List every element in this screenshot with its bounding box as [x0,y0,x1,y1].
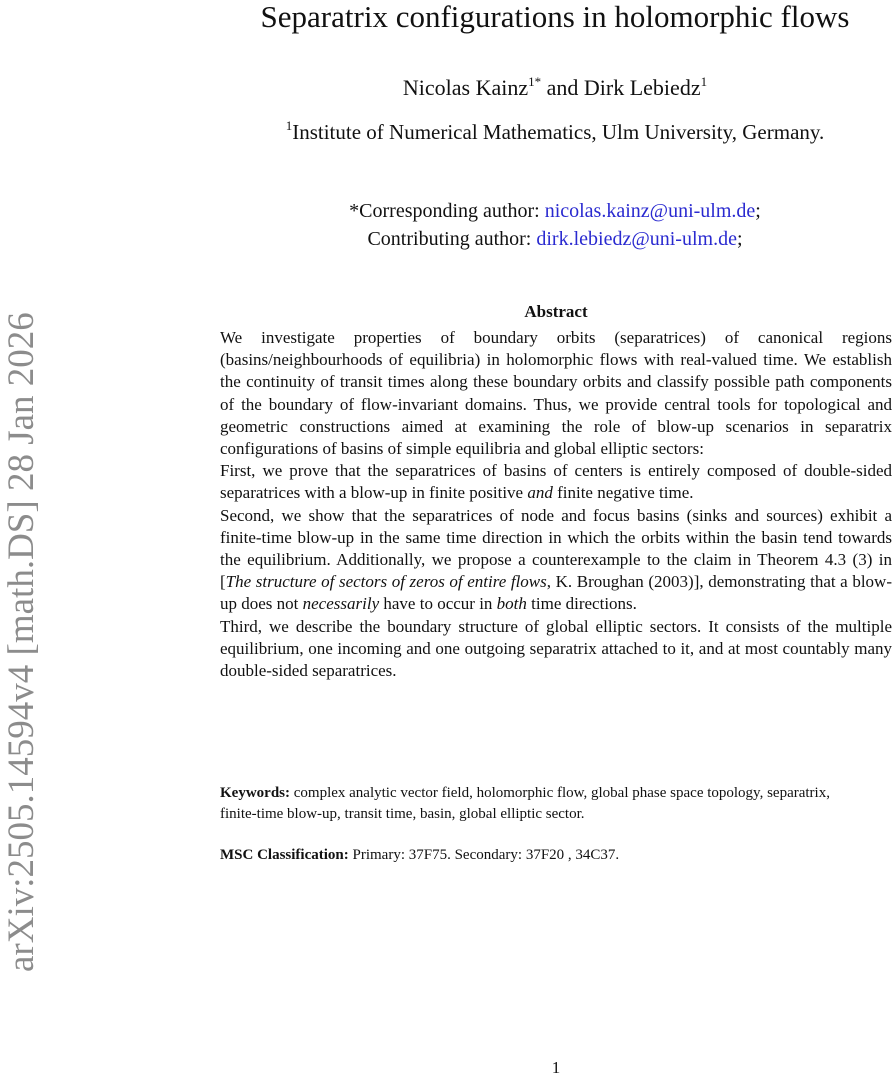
author-joiner: and [541,75,584,100]
abstract-paragraph: Third, we describe the boundary structure of global elliptic sectors. It consists of the multiple equilibrium, one incoming and one outgoing separatrix attached to it, and at most countably many double-sided separatrices. [220,616,892,681]
author-list [210,74,896,102]
abstract-emphasis: and [527,483,553,503]
abstract-text: Second, we show that the separatrices of node and focus basins (sinks and sources) exhibit a finite-time blow-up in the same time direction in which the orbits within the basin tend towards the equilibrium. Additionally, we propose a counterexample to the claim in Theorem 4.3 (3) in [ [220,505,892,592]
abstract-paragraph [220,460,892,504]
author-name: Nicolas Kainz [402,75,529,100]
contact-block [210,197,896,253]
abstract-emphasis: necessarily [302,594,380,614]
keywords [220,783,868,825]
page-number: 1 [551,1058,561,1077]
abstract-text: , K. Broughan (2003)], demonstrating that a blow-up does not [220,572,892,614]
abstract-text: First, we prove that the separatrices of basins of centers is entirely composed of double-sided separatrices with a blow-up in finite positive [220,461,892,503]
affiliation-mark: 1 [285,118,293,133]
contributing-author-label: Contributing author: [367,228,537,250]
contributing-author-line [210,225,896,253]
msc-classification [220,845,880,866]
abstract-paragraph: We investigate properties of boundary orbits (separatrices) of canonical regions (basins/neighbourhoods of equilibria) in holomorphic flows with real-valued time. We establish the continuity of transit times along these boundary orbits and classify possible path components of the boundary of flow-invariant domains. Thus, we provide central tools for topological and geometric constructions aimed at examining the role of blow-up scenarios in separatrix configurations of basins of simple equilibria and global elliptic sectors: [220,328,892,459]
msc-text: Primary: 37F75. Secondary: 37F20 , 34C37. [348,847,620,863]
abstract-emphasis: both [496,594,527,614]
abstract-text: have to occur in [379,594,497,614]
contributing-email-link[interactable]: dirk.lebiedz@uni-ulm.de [536,228,737,250]
msc-label: MSC Classification: [220,847,349,863]
affiliation-text: Institute of Numerical Mathematics, Ulm University, Germany. [292,120,825,144]
author-name: Dirk Lebiedz [583,75,701,100]
abstract-heading: Abstract [524,302,588,321]
corresponding-author-label: *Corresponding author: [349,200,545,222]
cited-work-title: The structure of sectors of zeros of entire flows [225,572,547,592]
line-terminator: ; [755,200,761,222]
arxiv-sidebar-stamp: arXiv:2505.14594v4 [math.DS] 28 Jan 2026 [1,312,42,972]
line-terminator: ; [736,228,743,250]
abstract-text: finite negative time. [552,483,694,503]
abstract-body [220,327,892,682]
keywords-text: complex analytic vector field, holomorphic flow, global phase space topology, separatrix, finite-time blow-up, transit time, basin, global elliptic sector. [220,785,830,822]
corresponding-email-link[interactable]: nicolas.kainz@uni-ulm.de [544,200,756,222]
corresponding-author-line [210,197,896,225]
author-affiliation-mark: 1* [528,74,542,89]
abstract-text: time directions. [526,594,637,614]
paper-title: Separatrix configurations in holomorphic flows [260,0,850,34]
author-affiliation-mark: 1 [700,74,708,89]
affiliation [210,118,896,146]
abstract-paragraph [220,505,892,616]
keywords-label: Keywords: [220,785,290,801]
